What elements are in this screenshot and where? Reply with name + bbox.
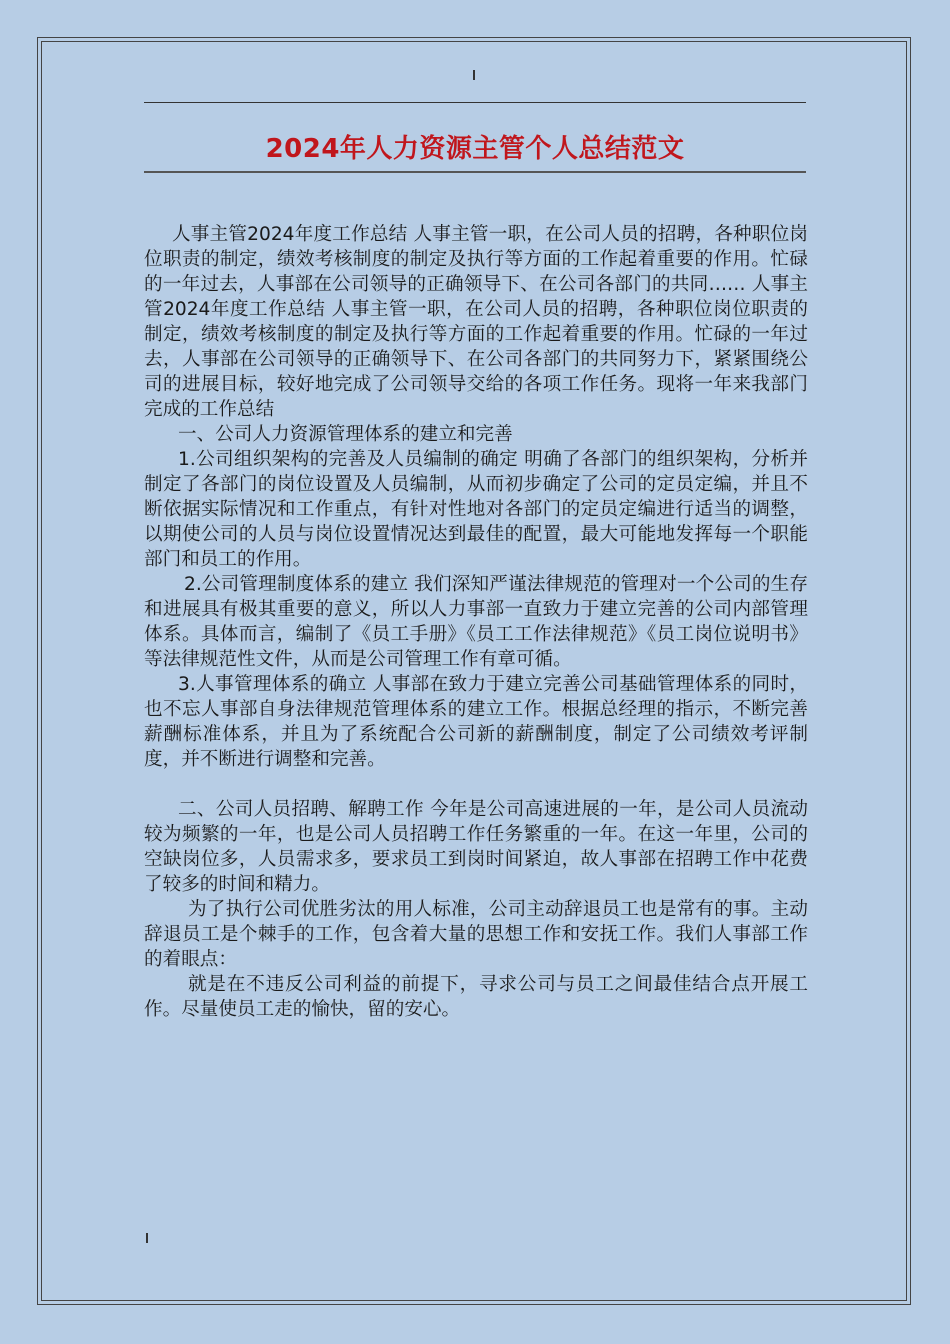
section-heading-1: 一、公司人力资源管理体系的建立和完善 — [178, 424, 513, 445]
paragraph-dismissal: 为了执行公司优胜劣汰的用人标准，公司主动辞退员工也是常有的事。主动辞退员工是个棘手的工作，包含着大量的思想工作和安抚工作。我们人事部工作的着眼点： — [144, 899, 808, 970]
footer-cursor-mark — [146, 1233, 148, 1243]
header-rule — [144, 102, 806, 103]
document-title: 2024年人力资源主管个人总结范文 — [265, 134, 685, 164]
paragraph-item-3: 3.人事管理体系的确立 人事部在致力于建立完善公司基础管理体系的同时，也不忘人事部自身法律规范管理体系的建立工作。根据总经理的指示，不断完善薪酬标准体系，并且为了系统配合公司新的薪酬制度，制定了公司绩效考评制度，并不断进行调整和完善。 — [144, 674, 808, 770]
paragraph-item-2: 2.公司管理制度体系的建立 我们深知严谨法律规范的管理对一个公司的生存和进展具有极其重要的意义，所以人力事部一直致力于建立完善的公司内部管理体系。具体而言，编制了《员工手册》《员工工作法律规范》《员工岗位说明书》等法律规范性文件，从而是公司管理工作有章可循。 — [144, 574, 808, 670]
paragraph-closing: 就是在不违反公司利益的前提下，寻求公司与员工之间最佳结合点开展工作。尽量使员工走的愉快，留的安心。 — [144, 974, 808, 1020]
header-cursor-mark — [473, 70, 475, 80]
document-body — [144, 222, 808, 1022]
title-underline — [144, 171, 806, 173]
paragraph-gap — [144, 772, 808, 797]
paragraph-item-1: 1.公司组织架构的完善及人员编制的确定 明确了各部门的组织架构，分析并制定了各部门的岗位设置及人员编制，从而初步确定了公司的定员定编，并且不断依据实际情况和工作重点，有针对性地对各部门的定员定编进行适当的调整，以期使公司的人员与岗位设置情况达到最佳的配置，最大可能地发挥每一个职能部门和员工的作用。 — [144, 449, 808, 570]
paragraph-intro: 人事主管2024年度工作总结 人事主管一职，在公司人员的招聘，各种职位岗位职责的制定，绩效考核制度的制定及执行等方面的工作起着重要的作用。忙碌的一年过去，人事部在公司领导的正确领导下、在公司各部门的共同…… 人事主管2024年度工作总结 人事主管一职，在公司人员的招聘，各种职位岗位职责的制定，绩效考核制度的制定及执行等方面的工作起着重要的作用。忙碌的一年过去，人事部在公司领导的正确领导下、在公司各部门的共同努力下，紧紧围绕公司的进展目标，较好地完成了公司领导交给的各项工作任务。现将一年来我部门完成的工作总结 — [144, 224, 808, 420]
section-heading-2: 二、公司人员招聘、解聘工作 今年是公司高速进展的一年，是公司人员流动较为频繁的一年，也是公司人员招聘工作任务繁重的一年。在这一年里，公司的空缺岗位多，人员需求多，要求员工到岗时间紧迫，故人事部在招聘工作中花费了较多的时间和精力。 — [144, 799, 808, 895]
